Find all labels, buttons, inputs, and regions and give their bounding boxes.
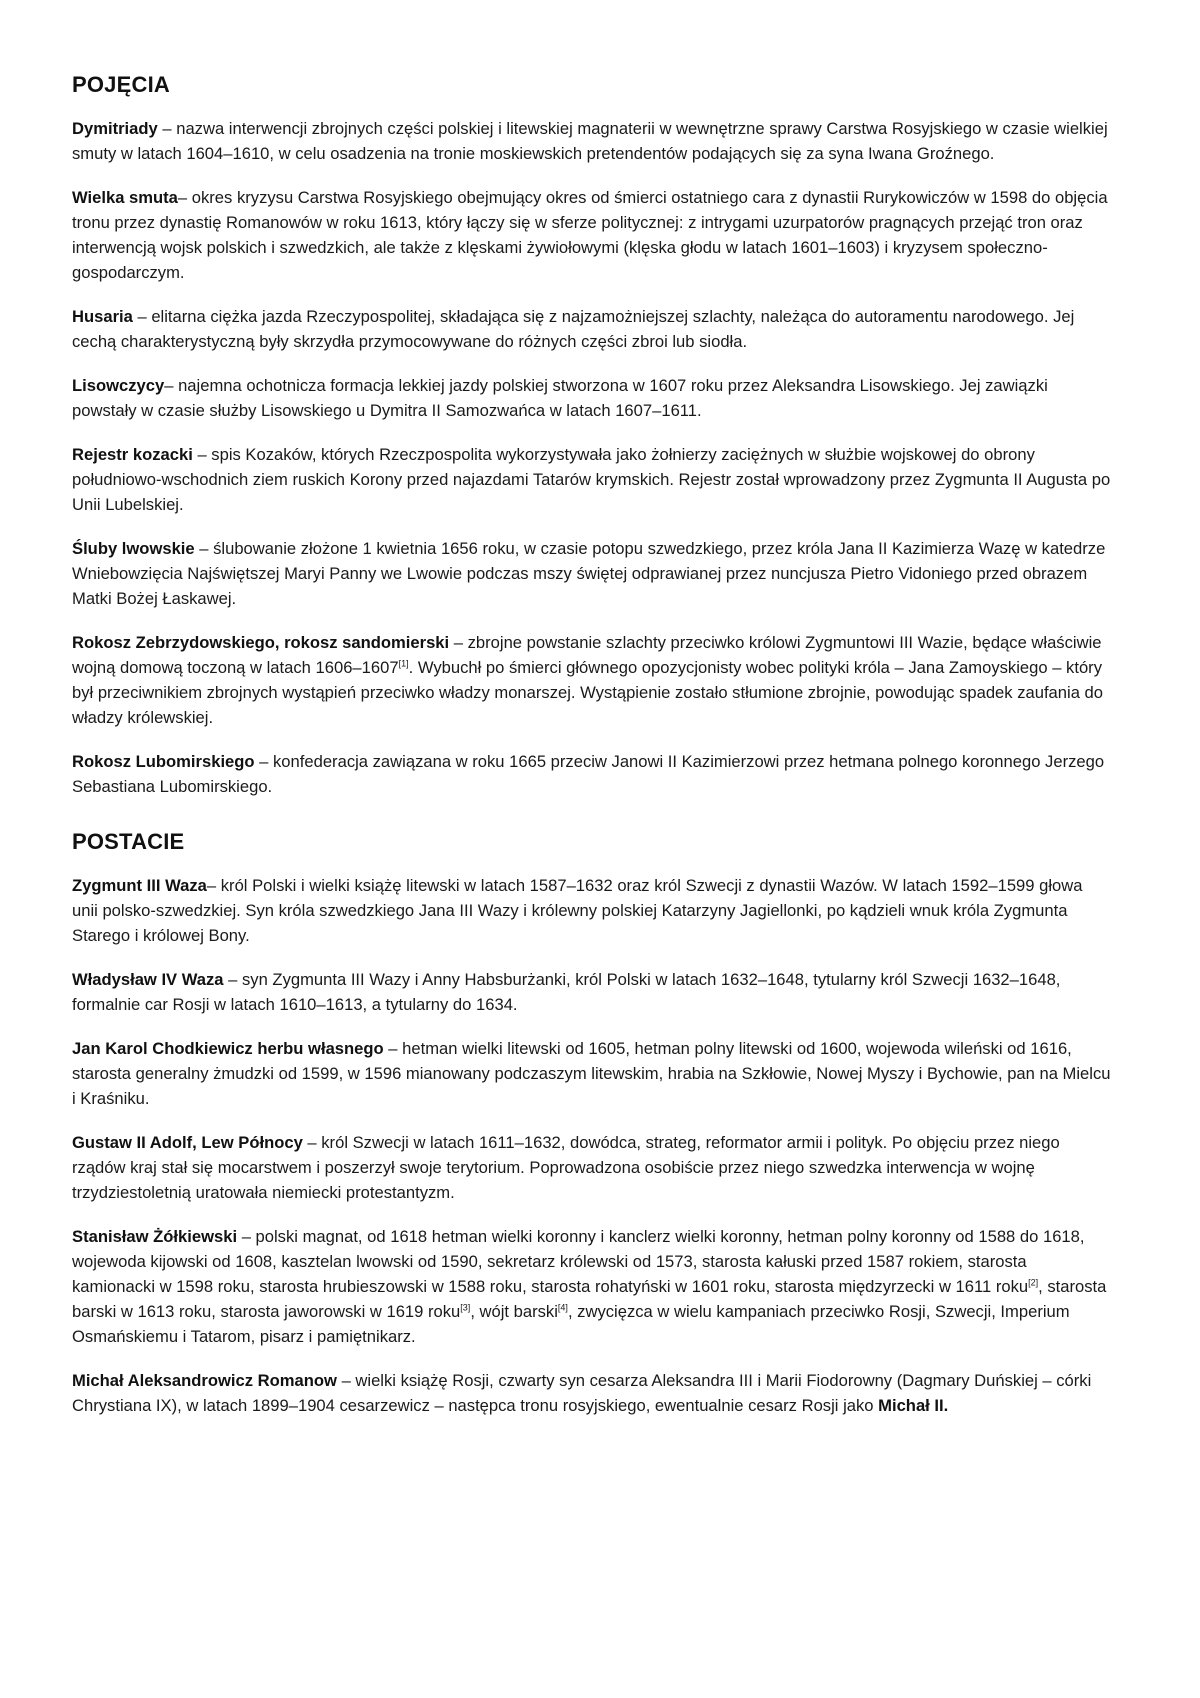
entry-term: Jan Karol Chodkiewicz herbu własnego [72, 1039, 384, 1058]
entry-term: Rokosz Lubomirskiego [72, 752, 255, 771]
entry-jan-karol-chodkiewicz [72, 1036, 1112, 1111]
entry-text: – syn Zygmunta III Wazy i Anny Habsburżanki, król Polski w latach 1632–1648, tytularny król Szwecji 1632–1648, formalnie car Rosji w latach 1610–1613, a tytularny do 1634. [72, 970, 1061, 1014]
entry-term: Husaria [72, 307, 133, 326]
entry-term: Michał Aleksandrowicz Romanow [72, 1371, 337, 1390]
entry-wielka-smuta [72, 185, 1112, 285]
entry-wladyslaw-iv-waza [72, 967, 1112, 1017]
entry-term: Śluby lwowskie [72, 539, 195, 558]
entry-text: – elitarna ciężka jazda Rzeczypospolitej, składająca się z najzamożniejszej szlachty, należąca do autoramentu narodowego. Jej cechą charakterystyczną były skrzydła przymocowywane do różnych części zbroi lub siodła. [72, 307, 1075, 351]
footnote-ref[interactable]: [4] [557, 1302, 568, 1313]
entry-term: Lisowczycy [72, 376, 165, 395]
entry-gustaw-ii-adolf [72, 1130, 1112, 1205]
entry-term: Gustaw II Adolf, Lew Północy [72, 1133, 303, 1152]
entry-rokosz-zebrzydowskiego [72, 630, 1112, 730]
entry-text: – spis Kozaków, których Rzeczpospolita wykorzystywała jako żołnierzy zaciężnych w służbie wojskowej do obrony południowo-wschodnich ziem ruskich Korony przed najazdami Tatarów krymskich. Rejestr został wprowadzony przez Zygmunta II Augusta po Unii Lubelskiej. [72, 445, 1111, 514]
entry-text: – zbrojne powstanie szlachty przeciwko królowi Zygmuntowi III Wazie, będące właściwie wojną domową toczoną w latach 1606–1607 [72, 633, 1102, 677]
section-title-pojecia: POJĘCIA [72, 72, 170, 97]
entry-term: Zygmunt III Waza [72, 876, 207, 895]
entry-text: – król Szwecji w latach 1611–1632, dowódca, strateg, reformator armii i polityk. Po objęciu przez niego rządów kraj stał się mocarstwem i poszerzył swoje terytorium. Poprowadzona osobiście przez niego szwedzka interwencja w wojnę trzydziestoletnią uratowała niemiecki protestantyzm. [72, 1133, 1060, 1202]
entry-term: Dymitriady [72, 119, 158, 138]
entry-lisowczycy [72, 373, 1112, 423]
footnote-ref[interactable]: [2] [1028, 1277, 1039, 1288]
entry-text: – król Polski i wielki książę litewski w latach 1587–1632 oraz król Szwecji z dynastii Wazów. W latach 1592–1599 głowa unii polsko-szwedzkiej. Syn króla szwedzkiego Jana III Wazy i królewny polskiej Katarzyny Jagiellonki, po kądzieli wnuk króla Zygmunta Starego i królowej Bony. [72, 876, 1083, 945]
entry-term: Rokosz Zebrzydowskiego, rokosz sandomierski [72, 633, 450, 652]
entry-term: Rejestr kozacki [72, 445, 193, 464]
entry-term: Stanisław Żółkiewski [72, 1227, 238, 1246]
entry-text: – polski magnat, od 1618 hetman wielki koronny i kanclerz wielki koronny, hetman polny koronny od 1588 do 1618, wojewoda kijowski od 1608, kasztelan lwowski od 1590, sekretarz królewski od 1573, starosta kałuski przed 1587 rokiem, starosta kamionacki w 1598 roku, starosta hrubieszowski w 1588 roku, starosta rohatyński w 1601 roku, starosta międzyrzecki w 1611 roku [72, 1227, 1085, 1296]
entry-text: – najemna ochotnicza formacja lekkiej jazdy polskiej stworzona w 1607 roku przez Aleksandra Lisowskiego. Jej zawiązki powstały w czasie służby Lisowskiego u Dymitra II Samozwańca w latach 1607–1611. [72, 376, 1048, 420]
entry-text: – konfederacja zawiązana w roku 1665 przeciw Janowi II Kazimierzowi przez hetmana polnego koronnego Jerzego Sebastiana Lubomirskiego. [72, 752, 1105, 796]
entry-rokosz-lubomirskiego [72, 749, 1112, 799]
entry-term: Wielka smuta [72, 188, 178, 207]
entry-text: – okres kryzysu Carstwa Rosyjskiego obejmujący okres od śmierci ostatniego cara z dynastii Rurykowiczów w 1598 do objęcia tronu przez dynastię Romanowów w roku 1613, który łączy się w sferze politycznej: z intrygami uzurpatorów pragnących przejąć tron oraz interwencją wojsk polskich i szwedzkich, ale także z klęskami żywiołowymi (klęska głodu w latach 1601–1603) i kryzysem społeczno-gospodarczym. [72, 188, 1108, 282]
entry-stanislaw-zolkiewski [72, 1224, 1112, 1349]
section-title-postacie: POSTACIE [72, 829, 185, 854]
entry-sluby-lwowskie [72, 536, 1112, 611]
entry-text: – wielki książę Rosji, czwarty syn cesarza Aleksandra III i Marii Fiodorowny (Dagmary Duńskiej – córki Chrystiana IX), w latach 1899–1904 cesarzewicz – następca tronu rosyjskiego, ewentualnie cesarz Rosji jako [72, 1371, 1092, 1415]
entry-text-continued: , starosta barski w 1613 roku, starosta jaworowski w 1619 roku [72, 1277, 1107, 1321]
entry-text-continued: , zwycięzca w wielu kampaniach przeciwko Rosji, Szwecji, Imperium Osmańskiemu i Tatarom, pisarz i pamiętnikarz. [72, 1302, 1070, 1346]
entry-zygmunt-iii-waza [72, 873, 1112, 948]
footnote-ref[interactable]: [3] [460, 1302, 471, 1313]
entry-text-continued: , wójt barski [470, 1302, 558, 1321]
entry-text: – hetman wielki litewski od 1605, hetman polny litewski od 1600, wojewoda wileński od 1616, starosta generalny żmudzki od 1599, w 1596 mianowany podczaszym litewskim, hrabia na Szkłowie, Nowej Myszy i Bychowie, pan na Mielcu i Kraśniku. [72, 1039, 1111, 1108]
document-page [72, 72, 1112, 1437]
entry-michal-romanow [72, 1368, 1112, 1418]
entry-term: Władysław IV Waza [72, 970, 224, 989]
entry-term-end: Michał II. [878, 1396, 949, 1415]
entry-text: – ślubowanie złożone 1 kwietnia 1656 roku, w czasie potopu szwedzkiego, przez króla Jana II Kazimierza Wazę w katedrze Wniebowzięcia Najświętszej Maryi Panny we Lwowie podczas mszy świętej odprawianej przez nuncjusza Pietro Vidoniego przed obrazem Matki Bożej Łaskawej. [72, 539, 1106, 608]
entry-dymitriady [72, 116, 1112, 166]
entry-text-continued: . Wybuchł po śmierci głównego opozycjonisty wobec polityki króla – Jana Zamoyskiego – który był przeciwnikiem zbrojnych wystąpień przeciwko władzy monarszej. Wystąpienie zostało stłumione zbrojnie, powodując spadek zaufania do władzy królewskiej. [72, 658, 1104, 727]
entry-text: – nazwa interwencji zbrojnych części polskiej i litewskiej magnaterii w wewnętrzne sprawy Carstwa Rosyjskiego w czasie wielkiej smuty w latach 1604–1610, w celu osadzenia na tronie moskiewskich pretendentów podających się za syna Iwana Groźnego. [72, 119, 1108, 163]
entry-husaria [72, 304, 1112, 354]
footnote-ref[interactable]: [1] [398, 658, 409, 669]
entry-rejestr-kozacki [72, 442, 1112, 517]
